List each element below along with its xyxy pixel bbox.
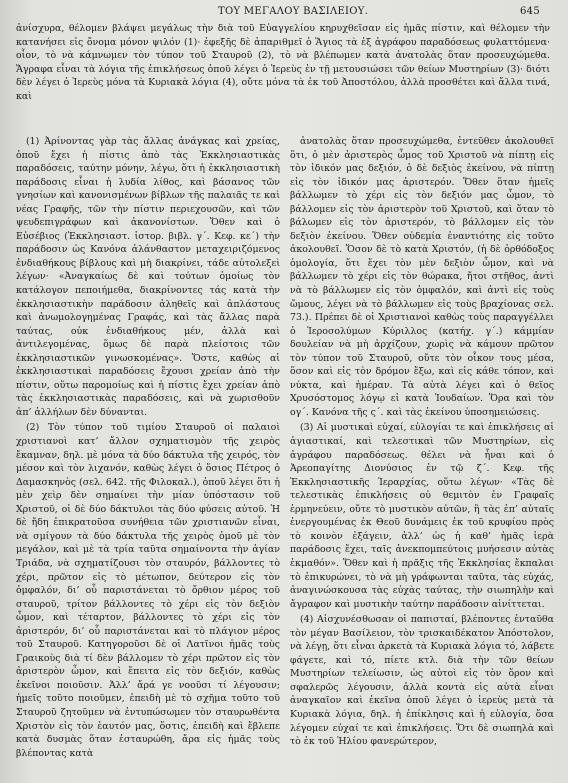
running-head-title: ΤΟΥ ΜΕΓΑΛΟΥ ΒΑΣΙΛΕΙΟΥ. [218, 6, 369, 17]
footnote-2-continued: ἀνατολὰς ὅταν προσευχώμεθα, ἐντεῦθεν ἀκολουθεῖ ὅτι, ὁ μὲν ἀριστερὸς ὦμος τοῦ Χριστοῦ νὰ πίπτῃ εἰς τὸν ἰδικόν μας δεξιόν, ὁ δὲ δεξιὸς ἐκείνου, νὰ πίπτῃ εἰς τὸν ἰδικόν μας ἀριστερόν. Ὅθεν ὅταν ἡμεῖς βάλλωμεν τὸ χέρι εἰς τὸν δεξιόν μας ὦμον, τὸ βάλλομεν εἰς τὸν ἀριστερὸν τοῦ Χριστοῦ, καὶ ὅταν τὸ βάλωμεν εἰς τὸν ἀριστερόν, τὸ βάλλομεν εἰς τὸν δεξιὸν ἐκείνου. Ὅθεν οὐδεμία ἐναντιότης εἰς τοῦτο ἀκολουθεῖ. Ὅσον δὲ τὸ κατὰ Χριστόν, (ἡ δὲ ὀρθόδοξος ὁμολογία, ὅτι ἔχει τὸν μὲν δεξιὸν ὦμον, καὶ νὰ βάλλωμεν τὸ χέρι εἰς τὸν θώρακα, ἤτοι στῆθος, ἀντὶ νὰ τὸ βάλλωμεν εἰς τὸν ὀμφαλόν, καὶ ἀντὶ εἰς τοὺς ὤμους, λέγει νὰ τὸ βάλλωμεν εἰς τοὺς βραχίονας σελ. 73.). Πρέπει δὲ οἱ Χριστιανοὶ καθὼς τοὺς παραγγέλλει ὁ Ἱεροσολύμων Κύριλλος (κατήχ. γ΄.) κάμμίαν δουλείαν νὰ μὴ ἀρχίζουν, χωρὶς νὰ κάμουν πρῶτον τὸν τύπον τοῦ Σταυροῦ, οὔτε τὸν οἶκον τους μέσα, ὅσον καὶ εἰς τὸν δρόμον ἔξω, καὶ εἰς κάθε τόπον, καὶ νύκτα, καὶ ἡμέραν. Τὰ αὐτὰ λέγει καὶ ὁ θεῖος Χρυσόστομος λόγῳ εἰ κατὰ Ἰουδαίων. Ὅρα καὶ τὸν ογ΄. Κανόνα τῆς ς΄. καὶ τὰς ἐκείνου ὑποσημειώσεις. [290, 136, 554, 418]
page-number: 645 [520, 6, 540, 17]
footnote-2: (2) Τὸν τύπον τοῦ τιμίου Σταυροῦ οἱ παλαιοὶ χριστιανοὶ κατ’ ἄλλον σχηματισμὸν τῆς χειρὸς ἔκαμναν, δηλ. μὲ μόνα τὰ δύο δάκτυλα τῆς χειρός, τὸν μέσον καὶ τὸν λιχανόν, καθὼς λέγει ὁ ὅσιος Πέτρος ὁ Δαμασκηνὸς (σελ. 642. τῆς Φιλοκαλ.), ὁποῦ λέγει ὅτι ἡ μὲν χεὶρ δὲν σημαίνει τὴν μίαν ὑπόστασιν τοῦ Χριστοῦ, οἱ δὲ δύο δάκτυλοι τὰς δύο φύσεις αὐτοῦ. Ἡ δὲ ἤδη ἐπικρατοῦσα συνήθεια τῶν χριστιανῶν εἶναι, νὰ σμίγουν τὰ δύο δάκτυλα τῆς χειρὸς ὁμοῦ μὲ τὸν μεγάλον, καὶ μὲ τὰ τρία ταῦτα σημαίνοντα τὴν ἁγίαν Τριάδα, νὰ σχηματίζουσι τὸν σταυρόν, βάλλοντες τὸ χέρι, πρῶτον εἰς τὸ μέτωπον, δεύτερον εἰς τὸν ὀμφαλόν, δι’ οὗ παριστάνεται τὸ ὄρθιον μέρος τοῦ σταυροῦ, τρίτον βάλλοντες τὸ χέρι εἰς τὸν δεξιὸν ὦμον, καὶ τέταρτον, βάλλοντες τὸ χέρι εἰς τὸν ἀριστερόν, δι’ οὗ παριστάνεται καὶ τὸ πλάγιον μέρος τοῦ Σταυροῦ. Κατηγοροῦσι δὲ οἱ Λατῖνοι ἡμᾶς τοὺς Γραικοὺς διὰ τί δὲν βάλλομεν τὸ χέρι πρῶτον εἰς τὸν ἀριστερὸν ὦμον, καὶ ἔπειτα εἰς τὸν δεξιόν, καθὼς ἐκεῖνοι ποιοῦσιν. Ἀλλ’ ἄρά γε νοοῦσι τί λέγουσιν; ἡμεῖς τοῦτο ποιοῦμεν, ἐπειδὴ μὲ τὸ σχῆμα τοῦτο τοῦ Σταυροῦ ζητοῦμεν νὰ ἐντυπώσωμεν τὸν σταυρωθέντα Χριστὸν εἰς τὸν ἑαυτόν μας, ὅστις, ἐπειδὴ καὶ ἔβλεπε κατὰ δυσμὰς ὅταν ἐσταυρώθη, ἄρα εἰς ἡμᾶς τοὺς βλέποντας κατὰ [16, 422, 280, 759]
footnote-3: (3) Αἱ μυστικαὶ εὐχαί, εὐλογίαι τε καὶ ἐπικλήσεις αἱ ἁγιαστικαί, καὶ τελεστικαὶ τῶν Μυστηρίων, εἰς ἀγράφου παραδόσεως. θέλει νὰ ἦναι καὶ ὁ Ἀρεοπαγίτης Διονύσιος ἐν τῷ ζ΄. Κεφ. τῆς Ἐκκλησιαστικῆς Ἱεραρχίας, οὕτω λέγων· «Τὰς δὲ τελεστικὰς ἐπικλήσεις οὐ θεμιτὸν ἐν Γραφαῖς ἑρμηνεύειν, οὔτε τὸ μυστικὸν αὐτῶν, ἢ τὰς ἐπ’ αὐταῖς ἐνεργουμένας ἐκ Θεοῦ δυνάμεις ἐκ τοῦ κρυφίου πρὸς τὸ κοινὸν ἐξάγειν, ἀλλ’ ὡς ἡ καθ’ ἡμᾶς ἱερὰ παράδοσις ἔχει, ταῖς ἀνεκπομπεύτοις μυήσεσιν αὐτὰς ἐκμαθόν». Ὅθεν καὶ ἡ πρᾶξις τῆς Ἐκκλησίας ἔκπαλαι τὸ ἐπικυρώνει, τὸ νὰ μὴ γράφωνται ταῦτα, τὰς εὐχάς, ἀναγινώσκουσα τὰς εὐχὰς ταύτας, τὴν σιωπηλὴν καὶ ἄγραφον καὶ μυστικὴν ταύτην παράδοσιν αἰνίττεται. [290, 422, 554, 610]
footnote-4: (4) Αἰσχυνέσθωσαν οἱ παπισταί, βλέποντες ἐνταῦθα τὸν μέγαν Βασίλειον, τὸν τρισκαιδέκατον Ἀπόστολον, νὰ λέγῃ, ὅτι εἶναι ἀρκετὰ τὰ Κυριακὰ λόγια τό, λάβετε φάγετε, καὶ τό, πίετε κτλ. διὰ τὴν τῶν θείων Μυστηρίων τελείωσιν, ὡς αὐτοὶ εἰς τὸν ὅρον καὶ σφαλερῶς λέγουσιν, ἀλλὰ κοντὰ εἰς αὐτὰ εἶναι ἀναγκαῖον καὶ ἐκεῖνα ὁποῦ λέγει ὁ ἱερεὺς μετὰ τὰ Κυριακὰ λόγια, δηλ. ἡ ἐπίκλησις καὶ ἡ εὐλογία, ὅσα λέγομεν εὐχαί τε καὶ ἐπικλήσεις. Ὅτι δὲ σιωπηλὰ καὶ τὸ ἐκ τοῦ Ἡλίου φανερώτερον, [290, 614, 554, 748]
footnote-1: (1) Ἀρίνοντας γὰρ τὰς ἄλλας ἀνάγκας καὶ χρείας, ὁποῦ ἔχει ἡ πίστις ἀπὸ τὰς Ἐκκλησιαστικὰς παραδόσεις, ταύτην μόνην, λέγω, ὅτι ἡ ἐκκλησιαστικὴ παράδοσις εἶναι ἡ λυδία λίθος, καὶ βάσανος τῶν γνησίων καὶ κανονισμένων βίβλων τῆς παλαιᾶς τε καὶ νέας Γραφῆς, τῶν τὴν πίστιν περιεχουσῶν, καὶ τῶν ψευδεπιγράφων καὶ ἀκανονίστων. Ὅθεν καὶ ὁ Εὐσέβιος (Ἐκκλησιαστ. ἱστορ. βιβλ. γ΄. Κεφ. κε΄) τὴν παράδοσιν ὡς Κανόνα ἀλάνθαστον μεταχειριζόμενος ἐνδιαθήκους βίβλους καὶ μὴ διακρίνει, τάδε αὐτολεξεὶ λέγων· «Ἀναγκαίως δὲ καὶ τούτων ὁμοίως τὸν κατάλογον πεποιήμεθα, διακρίνοντες τάς κατὰ τὴν ἐκκλησιαστικὴν παράδοσιν ἀληθεῖς καὶ ἀπλάστους καὶ ἀνωμολογημένας Γραφάς, καὶ τὰς ἄλλας παρὰ ταύτας, οὐκ ἐνδιαθήκους μέν, ἀλλὰ καὶ ἀντιλεγομένας, ὅμως δὲ παρὰ πλείστοις τῶν ἐκκλησιαστικῶν γινωσκομένας». Ὅστε, καθὼς αἱ ἐκκλησιαστικαὶ παραδόσεις ἔχουσι χρείαν ἀπὸ τὴν πίστιν, οὕτω παρομοίως καὶ ἡ πίστις ἔχει χρείαν ἀπὸ τὰς ἐκκλησιαστικὰς παραδόσεις, καὶ νὰ χωρισθοῦν ἀπ’ ἀλλήλων δὲν δύνανται. [16, 136, 280, 418]
running-head [0, 6, 568, 20]
main-text [16, 22, 550, 104]
footnotes-left-column [16, 135, 280, 775]
footnotes-right-column [290, 135, 554, 775]
main-text-paragraph: ἀνίσχυρα, θέλομεν βλάψει μεγάλως τὴν διὰ τοῦ Εὐαγγελίου κηρυχθεῖσαν εἰς ἡμᾶς πίστιν, καὶ θέλομεν τὴν κατανήσει εἰς ὄνομα μόνον ψιλόν (1)· ἐφεξῆς δὲ ἀπαριθμεῖ ὁ Ἅγιος τὰ ἐξ ἀγράφου παραδόσεως φυλαττόμενα· οἷον, τὸ νὰ κάμνωμεν τὸν τύπον τοῦ Σταυροῦ (2), τὸ νὰ βλέπωμεν κατὰ ἀνατολὰς ὅταν προσευχώμεθα. Ἄγραφα εἶναι τὰ λόγια τῆς ἐπικλήσεως ὁποῦ λέγει ὁ Ἱερεὺς ἐν τῇ μετουσιώσει τῶν θείων Μυστηρίων (3)· διότι δὲν λέγει ὁ Ἱερεὺς μόνα τὰ Κυριακὰ λόγια (4), οὔτε μόνα τὰ ἐκ τοῦ Ἀποστόλου, ἀλλὰ προσθέτει καὶ ἄλλα τινά, καὶ [16, 23, 550, 102]
